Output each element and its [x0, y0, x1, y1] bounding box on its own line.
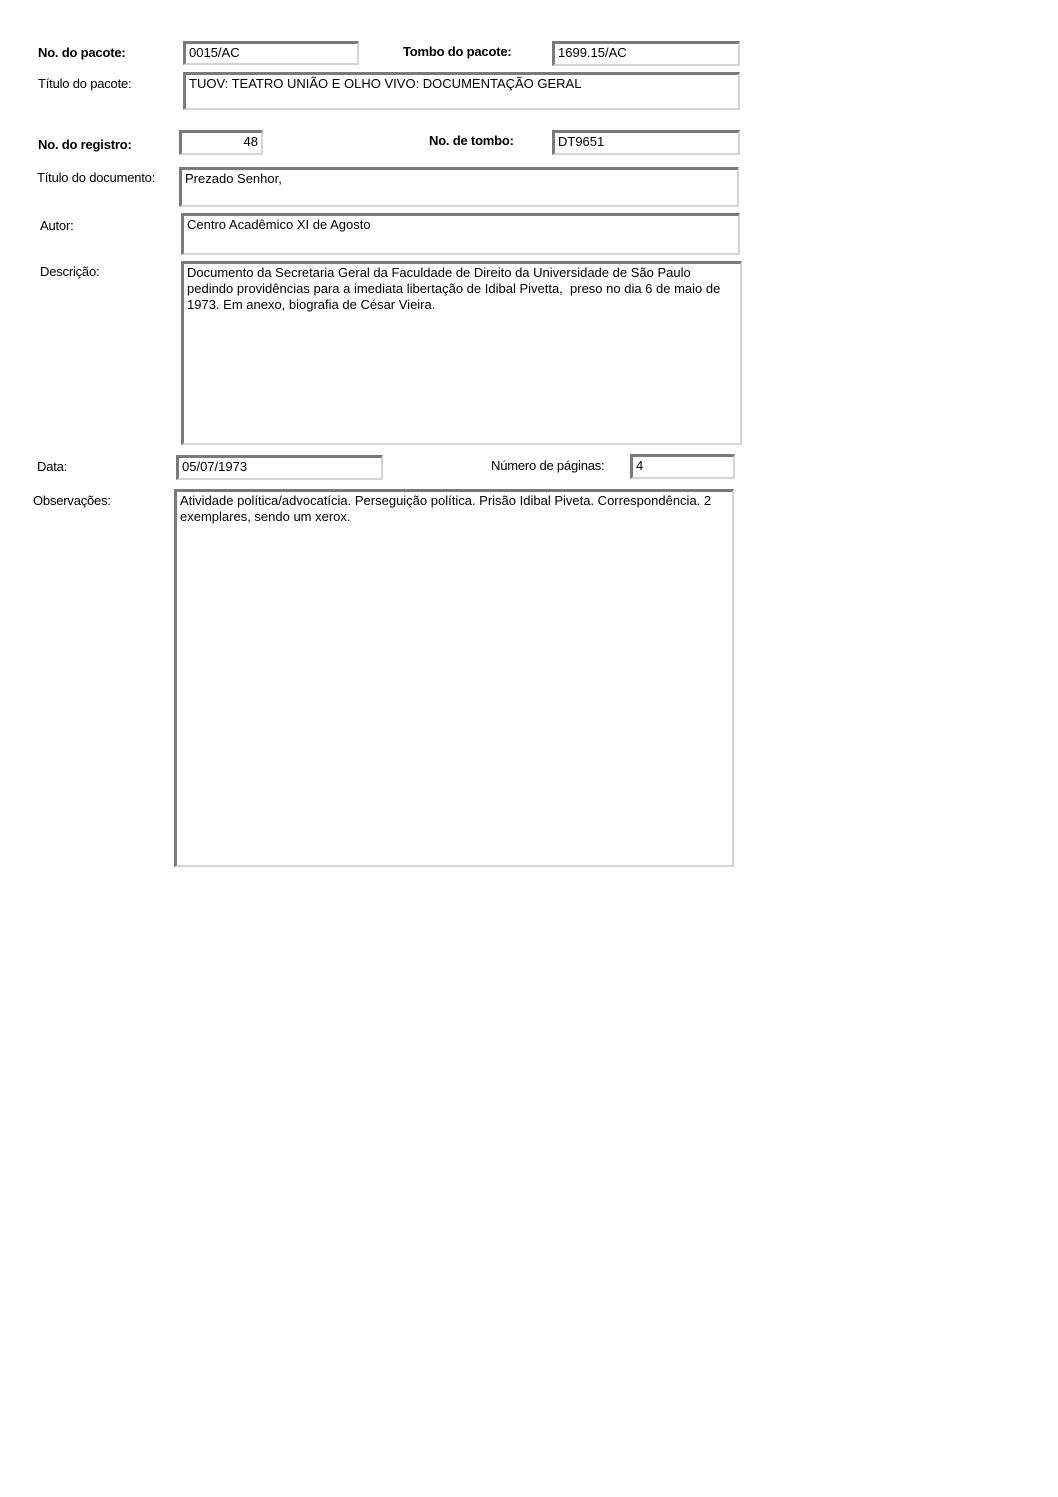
autor-field[interactable]: Centro Acadêmico XI de Agosto	[181, 213, 740, 255]
no-do-pacote-field[interactable]: 0015/AC	[183, 41, 359, 65]
numero-de-paginas-field[interactable]: 4	[630, 454, 735, 479]
autor-label: Autor:	[40, 218, 74, 233]
observacoes-label: Observações:	[33, 493, 111, 508]
no-de-tombo-field[interactable]: DT9651	[552, 130, 740, 155]
data-label: Data:	[37, 459, 68, 474]
titulo-do-pacote-label: Título do pacote:	[38, 76, 132, 91]
descricao-field[interactable]: Documento da Secretaria Geral da Faculdade de Direito da Universidade de São Paulo pedindo providências para a imediata libertação de Idibal Pivetta, preso no dia 6 de maio de 1973. Em anexo, biografia de César Vieira.	[181, 261, 742, 445]
no-de-tombo-label: No. de tombo:	[429, 133, 514, 148]
no-do-registro-label: No. do registro:	[38, 137, 132, 152]
titulo-do-pacote-field[interactable]: TUOV: TEATRO UNIÃO E OLHO VIVO: DOCUMENTAÇÃO GERAL	[183, 72, 740, 110]
titulo-do-documento-field[interactable]: Prezado Senhor,	[179, 167, 739, 207]
titulo-do-documento-label: Título do documento:	[37, 170, 156, 185]
observacoes-field[interactable]: Atividade política/advocatícia. Perseguição política. Prisão Idibal Piveta. Correspondência. 2 exemplares, sendo um xerox.	[174, 489, 734, 867]
data-field[interactable]: 05/07/1973	[176, 455, 383, 480]
tombo-do-pacote-label: Tombo do pacote:	[403, 44, 512, 59]
descricao-label: Descrição:	[40, 264, 100, 279]
no-do-registro-field[interactable]: 48	[179, 130, 263, 155]
numero-de-paginas-label: Número de páginas:	[491, 458, 605, 473]
tombo-do-pacote-field[interactable]: 1699.15/AC	[552, 41, 740, 66]
no-do-pacote-label: No. do pacote:	[38, 45, 126, 60]
